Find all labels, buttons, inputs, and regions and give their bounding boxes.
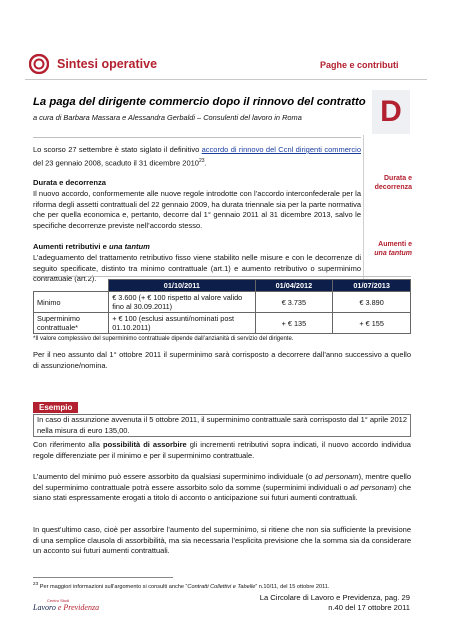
agreement-link[interactable]: accordo di rinnovo del Ccnl dirigenti commercio <box>201 145 361 154</box>
section-title: Sintesi operative <box>57 57 158 71</box>
side-label-durata: Durata e decorrenza <box>374 175 412 191</box>
table-cell: € 3.600 (+ € 100 rispetto al valore valido fino al 30.09.2011) <box>109 292 255 313</box>
assorbire-paragraph-2: L’aumento del minimo può essere assorbito da qualsiasi superminimo individuale (o ad personam), mentre quello del superminimo contrattuale potrà essere assorbito solo da somme (superminimi individuali o ad personam) che siano stati espressamente erogati a titolo di acconto o anticipazione sui futuri aumenti contrattuali. <box>33 472 412 503</box>
table-cell: € 3.735 <box>255 292 333 313</box>
table-note: *Il valore complessivo del superminimo contrattuale dipende dall’anzianità di servizio del dirigente. <box>33 336 294 342</box>
table-row <box>34 292 411 313</box>
table-header: 01/10/2011 <box>109 280 255 292</box>
example-box: In caso di assunzione avvenuta il 5 ottobre 2011, il superminimo contrattuale sarà corrisposto dal 1° aprile 2012 nella misura di euro 135,00. <box>33 414 411 437</box>
table-cell: + € 100 (esclusi assunti/nominati post 01.10.2011) <box>109 313 255 334</box>
row-label: Superminimo contrattuale* <box>34 313 109 334</box>
logo-text: Lavoro e Previdenza <box>33 603 100 612</box>
durata-paragraph: Il nuovo accordo, conformemente alle nuove regole introdotte con l’accordo interconfederale per la riforma degli assetti contrattuali del 22 gennaio 2009, ha durata triennale sia per la parte normativa che per quella economica e, pertanto, decorre dal 1° gennaio 2011 al 31 dicembre 2013, salvo le specifiche decorrenze previste nell’accordo stesso. <box>33 189 361 230</box>
footnote-divider <box>33 577 173 578</box>
divider <box>33 137 361 138</box>
footnote: $^{23}$ Per maggiori informazioni sull’argomento si consulti anche “Contratti Collettivi e Tabelle” n.10/11, del 15 ottobre 2011. <box>33 581 330 590</box>
divider <box>33 276 411 277</box>
intro-paragraph: Lo scorso 27 settembre è stato siglato il definitivo accordo di rinnovo del Ccnl dirigenti commercio del 23 gennaio 2008, scaduto il 31 dicembre 2010$^{23}$. <box>33 145 361 168</box>
assorbire-paragraph-1: Con riferimento alla possibilità di assorbire gli incrementi retributivi sopra indicati, il nuovo accordo individua regole differenziate per il minimo e per il superminimo contrattuale. <box>33 440 411 460</box>
circle-logo-icon <box>29 54 49 74</box>
side-label-aumenti: Aumenti e una tantum <box>374 241 412 257</box>
table-row <box>34 313 411 334</box>
aumenti-paragraph: L’adeguamento del trattamento retributivo fisso viene stabilito nelle misure e con le decorrenze di seguito specificate, distinto tra minimo contrattuale (art.1) e aumento retributivo o superminimo contrattuale (art.2). <box>33 253 361 284</box>
assorbire-paragraph-3: In quest’ultimo caso, cioè per assorbire l’aumento del superminimo, si ritiene che non sia sufficiente la previsione di una semplice clausola di assorbibilità, ma sia necessaria l’esplicita previsione che la somma sia da considerare un acconto sui futuri aumenti contrattuali. <box>33 525 411 556</box>
table-header: 01/04/2012 <box>255 280 333 292</box>
heading-durata: Durata e decorrenza <box>33 178 107 187</box>
table-header-row <box>34 280 411 292</box>
article-byline: a cura di Barbara Massara e Alessandra Gerbaldi – Consulenti del lavoro in Roma <box>33 113 302 122</box>
footer-citation: La Circolare di Lavoro e Previdenza, pag. 29 n.40 del 17 ottobre 2011 <box>259 593 410 612</box>
neo-assunto-paragraph: Per il neo assunto dal 1° ottobre 2011 il superminimo sarà corrisposto a decorrere dall’anno successivo a quello di assunzione/nomina. <box>33 350 411 370</box>
margin-divider <box>363 135 364 283</box>
table-cell: € 3.890 <box>333 292 411 313</box>
example-label: Esempio <box>33 402 78 413</box>
article-title: La paga del dirigente commercio dopo il rinnovo del contratto <box>33 96 366 108</box>
section-badge: D <box>372 90 410 134</box>
table-cell: + € 155 <box>333 313 411 334</box>
heading-aumenti: Aumenti retributivi e una tantum <box>33 242 150 251</box>
wage-table <box>33 279 411 334</box>
publisher-logo <box>33 598 99 612</box>
logo-small-text: Centro Studi <box>47 598 70 603</box>
row-label: Minimo <box>34 292 109 313</box>
category-label: Paghe e contributi <box>320 60 399 70</box>
table-header: 01/07/2013 <box>333 280 411 292</box>
table-cell: + € 135 <box>255 313 333 334</box>
